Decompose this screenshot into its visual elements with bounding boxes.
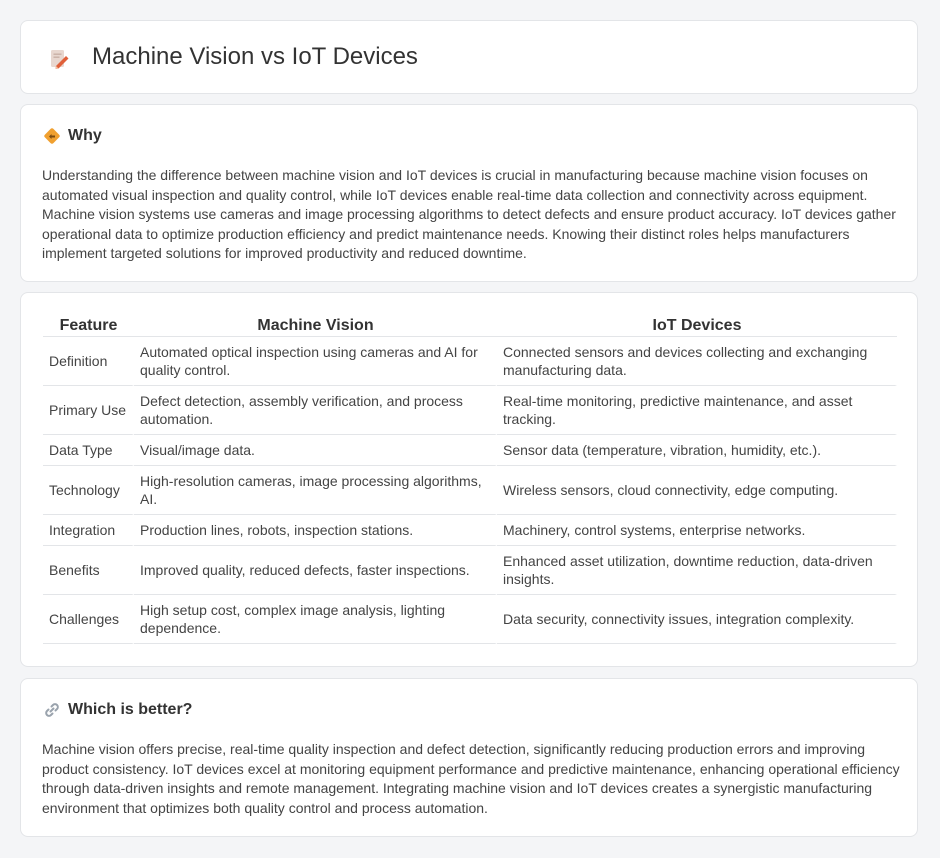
feature-cell: Definition <box>43 337 134 386</box>
header-card <box>20 20 918 94</box>
iot-devices-cell: Enhanced asset utilization, downtime reduction, data-driven insights. <box>497 546 897 595</box>
why-body: Understanding the difference between machine vision and IoT devices is crucial in manufacturing because machine vision focuses on automated visual inspection and quality control, while IoT devices enable real-time data collection and connectivity across equipment. Machine vision systems use cameras and image processing algorithms to detect defects and ensure product accuracy. IoT devices gather operational data to optimize production efficiency and predict maintenance needs. Knowing their distinct roles helps manufacturers implement targeted solutions for improved productivity and reduced downtime. <box>42 167 896 262</box>
feature-cell: Technology <box>43 466 134 515</box>
iot-devices-cell: Real-time monitoring, predictive maintenance, and asset tracking. <box>497 386 897 435</box>
iot-devices-cell: Connected sensors and devices collecting and exchanging manufacturing data. <box>497 337 897 386</box>
header-iot-devices: IoT Devices <box>497 315 897 337</box>
link-icon <box>43 701 61 719</box>
page-title: Machine Vision vs IoT Devices <box>92 43 418 70</box>
iot-devices-cell: Data security, connectivity issues, integration complexity. <box>497 595 897 644</box>
machine-vision-cell: High-resolution cameras, image processing algorithms, AI. <box>134 466 497 515</box>
comparison-table <box>43 315 897 644</box>
why-heading <box>43 127 102 145</box>
table-row <box>43 466 897 515</box>
which-better-heading <box>43 701 192 719</box>
table-row <box>43 435 897 466</box>
why-title: Why <box>68 127 102 144</box>
iot-devices-cell: Sensor data (temperature, vibration, humidity, etc.). <box>497 435 897 466</box>
table-row <box>43 546 897 595</box>
comparison-card <box>20 292 918 667</box>
document-pencil-icon <box>47 47 71 71</box>
table-row <box>43 515 897 546</box>
iot-devices-cell: Wireless sensors, cloud connectivity, edge computing. <box>497 466 897 515</box>
which-better-title: Which is better? <box>68 701 193 718</box>
feature-cell: Integration <box>43 515 134 546</box>
feature-cell: Challenges <box>43 595 134 644</box>
header-feature: Feature <box>43 315 134 337</box>
table-row <box>43 386 897 435</box>
feature-cell: Benefits <box>43 546 134 595</box>
header-machine-vision: Machine Vision <box>134 315 497 337</box>
feature-cell: Primary Use <box>43 386 134 435</box>
why-section <box>20 104 918 282</box>
machine-vision-cell: Improved quality, reduced defects, faster inspections. <box>134 546 497 595</box>
machine-vision-cell: Visual/image data. <box>134 435 497 466</box>
machine-vision-cell: Defect detection, assembly verification, and process automation. <box>134 386 497 435</box>
machine-vision-cell: Production lines, robots, inspection stations. <box>134 515 497 546</box>
table-row <box>43 595 897 644</box>
table-row <box>43 337 897 386</box>
table-header-row <box>43 315 897 337</box>
machine-vision-cell: Automated optical inspection using cameras and AI for quality control. <box>134 337 497 386</box>
iot-devices-cell: Machinery, control systems, enterprise networks. <box>497 515 897 546</box>
which-better-body: Machine vision offers precise, real-time quality inspection and defect detection, significantly reducing production errors and improving product consistency. IoT devices excel at monitoring equipment performance and predictive maintenance, enhancing operational efficiency through data-driven insights and remote management. Integrating machine vision and IoT devices creates a synergistic manufacturing environment that optimizes both quality control and process automation. <box>42 741 900 816</box>
which-better-section <box>20 678 918 837</box>
machine-vision-cell: High setup cost, complex image analysis, lighting dependence. <box>134 595 497 644</box>
feature-cell: Data Type <box>43 435 134 466</box>
diamond-sign-icon <box>43 127 61 145</box>
